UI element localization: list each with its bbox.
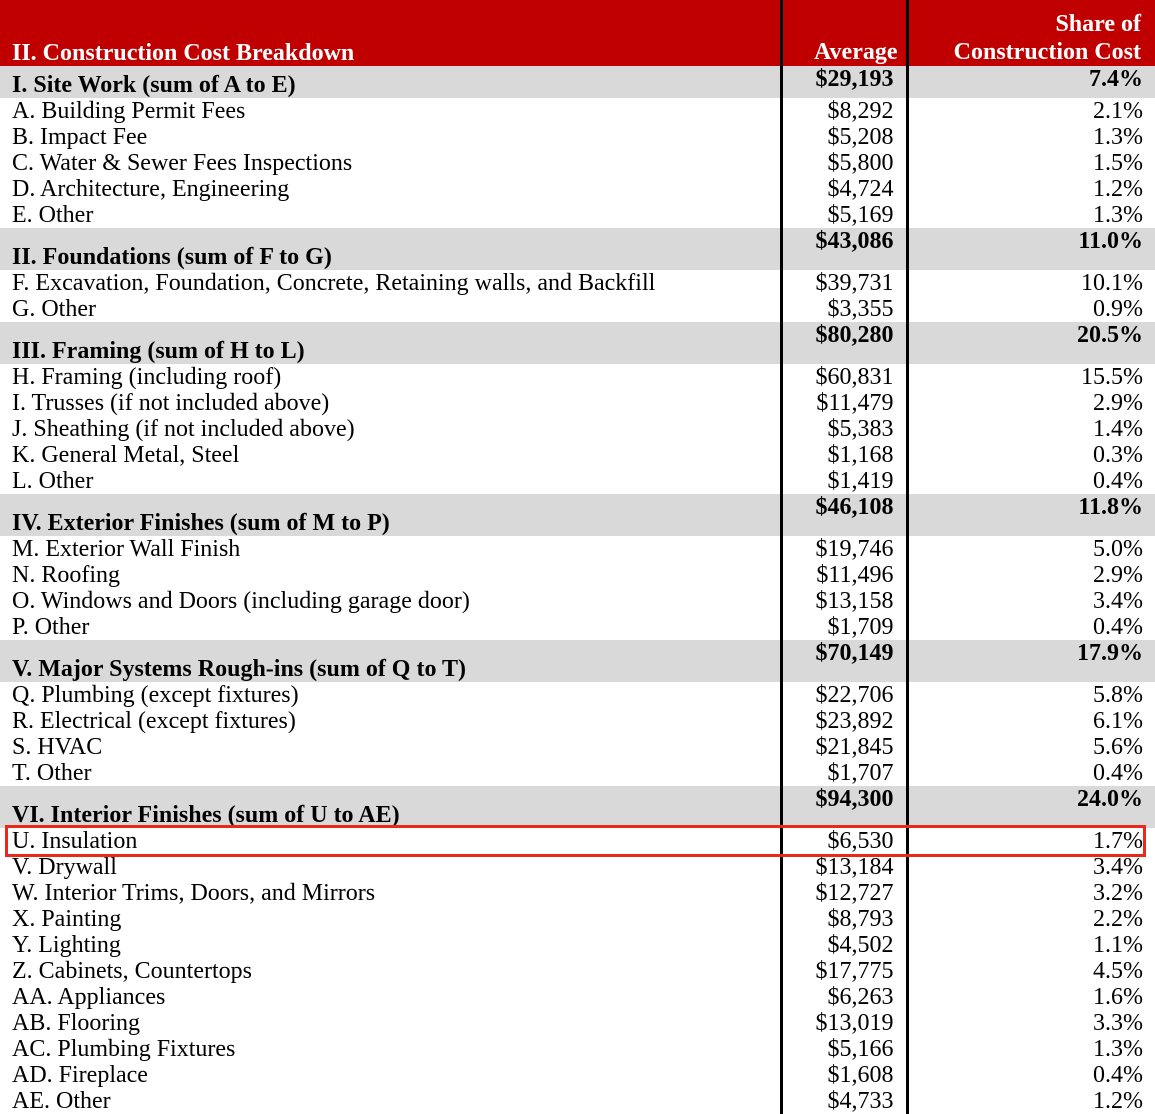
row-label: AD. Fireplace (12, 1062, 148, 1088)
row-share: 3.3% (907, 1010, 1155, 1036)
row-average: $12,727 (781, 880, 907, 906)
table-body (0, 66, 1155, 1114)
row-share: 0.3% (907, 442, 1155, 468)
row-label: O. Windows and Doors (including garage door) (12, 588, 470, 614)
table-row (0, 906, 1155, 932)
row-share: 6.1% (907, 708, 1155, 734)
row-label: U. Insulation (12, 828, 138, 854)
row-label: F. Excavation, Foundation, Concrete, Retaining walls, and Backfill (12, 270, 656, 296)
row-average: $5,383 (781, 416, 907, 442)
row-share: 1.2% (907, 1088, 1155, 1114)
row-share: 2.2% (907, 906, 1155, 932)
row-share: 0.4% (907, 1062, 1155, 1088)
row-label: R. Electrical (except fixtures) (12, 708, 296, 734)
row-label: T. Other (12, 760, 92, 786)
row-label: B. Impact Fee (12, 124, 148, 150)
row-average: $1,608 (781, 1062, 907, 1088)
row-label: N. Roofing (12, 562, 120, 588)
row-average: $6,530 (781, 828, 907, 854)
table-row (0, 364, 1155, 390)
row-average: $1,709 (781, 614, 907, 640)
table-row (0, 390, 1155, 416)
table-title: II. Construction Cost Breakdown (12, 40, 355, 66)
row-share: 5.8% (907, 682, 1155, 708)
table-row (0, 1062, 1155, 1088)
row-share: 5.6% (907, 734, 1155, 760)
row-label: C. Water & Sewer Fees Inspections (12, 150, 353, 176)
column-header-share-line1: Share of (1055, 11, 1141, 37)
row-average: $1,419 (781, 468, 907, 494)
table-row (0, 416, 1155, 442)
row-label: V. Major Systems Rough-ins (sum of Q to T) (0, 640, 781, 682)
row-label: Q. Plumbing (except fixtures) (12, 682, 299, 708)
section-row (0, 322, 1155, 364)
table-row (0, 98, 1155, 124)
row-label: K. General Metal, Steel (12, 442, 240, 468)
row-average: $13,019 (781, 1010, 907, 1036)
row-label: W. Interior Trims, Doors, and Mirrors (12, 880, 376, 906)
row-label: I. Site Work (sum of A to E) (0, 66, 781, 98)
section-row (0, 640, 1155, 682)
table-row (0, 880, 1155, 906)
row-average: $60,831 (781, 364, 907, 390)
row-average: $8,793 (781, 906, 907, 932)
section-row (0, 66, 1155, 98)
row-label: IV. Exterior Finishes (sum of M to P) (0, 494, 781, 536)
row-share: 3.4% (907, 588, 1155, 614)
table-row (0, 854, 1155, 880)
row-share: 11.8% (907, 494, 1155, 536)
row-label: X. Painting (12, 906, 122, 932)
table-row (0, 614, 1155, 640)
row-share: 2.9% (907, 562, 1155, 588)
table-row (0, 828, 1155, 854)
row-share: 1.3% (907, 1036, 1155, 1062)
table-row (0, 536, 1155, 562)
row-share: 20.5% (907, 322, 1155, 364)
table-row (0, 150, 1155, 176)
row-average: $94,300 (781, 786, 907, 828)
row-average: $23,892 (781, 708, 907, 734)
table-row (0, 562, 1155, 588)
row-average: $5,800 (781, 150, 907, 176)
row-share: 0.4% (907, 468, 1155, 494)
row-share: 1.1% (907, 932, 1155, 958)
column-header-average: Average (781, 0, 907, 66)
row-average: $1,707 (781, 760, 907, 786)
row-average: $4,502 (781, 932, 907, 958)
table-row (0, 442, 1155, 468)
row-share: 3.2% (907, 880, 1155, 906)
table-row (0, 124, 1155, 150)
row-label: II. Foundations (sum of F to G) (0, 228, 781, 270)
row-label: G. Other (12, 296, 96, 322)
row-average: $4,724 (781, 176, 907, 202)
row-share: 17.9% (907, 640, 1155, 682)
row-label: AB. Flooring (12, 1010, 141, 1036)
row-label: Z. Cabinets, Countertops (12, 958, 252, 984)
table-row (0, 296, 1155, 322)
row-share: 0.9% (907, 296, 1155, 322)
row-label: V. Drywall (12, 854, 117, 880)
row-average: $11,479 (781, 390, 907, 416)
section-row (0, 494, 1155, 536)
row-average: $29,193 (781, 66, 907, 98)
row-average: $3,355 (781, 296, 907, 322)
row-share: 1.7% (907, 828, 1155, 854)
row-share: 2.1% (907, 98, 1155, 124)
row-label: I. Trusses (if not included above) (12, 390, 330, 416)
table-row (0, 932, 1155, 958)
row-share: 0.4% (907, 614, 1155, 640)
table-row (0, 270, 1155, 296)
row-average: $21,845 (781, 734, 907, 760)
row-average: $5,208 (781, 124, 907, 150)
row-share: 10.1% (907, 270, 1155, 296)
section-row (0, 786, 1155, 828)
table-row (0, 1088, 1155, 1114)
row-label: J. Sheathing (if not included above) (12, 416, 355, 442)
row-label: P. Other (12, 614, 90, 640)
row-average: $8,292 (781, 98, 907, 124)
row-share: 1.5% (907, 150, 1155, 176)
row-share: 1.4% (907, 416, 1155, 442)
table-row (0, 1010, 1155, 1036)
table-row (0, 588, 1155, 614)
row-average: $1,168 (781, 442, 907, 468)
row-label: M. Exterior Wall Finish (12, 536, 241, 562)
column-header-share (907, 0, 1155, 66)
row-average: $19,746 (781, 536, 907, 562)
row-share: 7.4% (907, 66, 1155, 98)
table-row (0, 760, 1155, 786)
row-share: 1.6% (907, 984, 1155, 1010)
column-header-share-line2: Construction Cost (953, 39, 1141, 65)
row-share: 4.5% (907, 958, 1155, 984)
row-share: 2.9% (907, 390, 1155, 416)
table-row (0, 468, 1155, 494)
row-label: AC. Plumbing Fixtures (12, 1036, 236, 1062)
row-label: A. Building Permit Fees (12, 98, 246, 124)
row-label: AA. Appliances (12, 984, 166, 1010)
row-average: $13,184 (781, 854, 907, 880)
row-average: $4,733 (781, 1088, 907, 1114)
table-row (0, 734, 1155, 760)
table-row (0, 708, 1155, 734)
table-header-row (0, 0, 1155, 66)
row-label: L. Other (12, 468, 94, 494)
row-average: $5,166 (781, 1036, 907, 1062)
row-share: 1.3% (907, 124, 1155, 150)
row-average: $5,169 (781, 202, 907, 228)
row-average: $43,086 (781, 228, 907, 270)
row-average: $39,731 (781, 270, 907, 296)
table-row (0, 984, 1155, 1010)
row-average: $13,158 (781, 588, 907, 614)
row-label: E. Other (12, 202, 94, 228)
row-average: $70,149 (781, 640, 907, 682)
table-row (0, 202, 1155, 228)
table-row (0, 176, 1155, 202)
row-label: AE. Other (12, 1088, 111, 1114)
row-average: $46,108 (781, 494, 907, 536)
table-row (0, 1036, 1155, 1062)
table-row (0, 958, 1155, 984)
row-label: H. Framing (including roof) (12, 364, 282, 390)
row-label: D. Architecture, Engineering (12, 176, 290, 202)
row-average: $80,280 (781, 322, 907, 364)
section-row (0, 228, 1155, 270)
row-label: Y. Lighting (12, 932, 121, 958)
row-share: 11.0% (907, 228, 1155, 270)
row-share: 1.2% (907, 176, 1155, 202)
row-label: III. Framing (sum of H to L) (0, 322, 781, 364)
row-share: 3.4% (907, 854, 1155, 880)
row-average: $11,496 (781, 562, 907, 588)
row-average: $17,775 (781, 958, 907, 984)
table-row (0, 682, 1155, 708)
row-share: 24.0% (907, 786, 1155, 828)
row-label: S. HVAC (12, 734, 103, 760)
row-share: 5.0% (907, 536, 1155, 562)
row-average: $22,706 (781, 682, 907, 708)
row-share: 0.4% (907, 760, 1155, 786)
row-share: 15.5% (907, 364, 1155, 390)
row-average: $6,263 (781, 984, 907, 1010)
row-label: VI. Interior Finishes (sum of U to AE) (0, 786, 781, 828)
row-share: 1.3% (907, 202, 1155, 228)
